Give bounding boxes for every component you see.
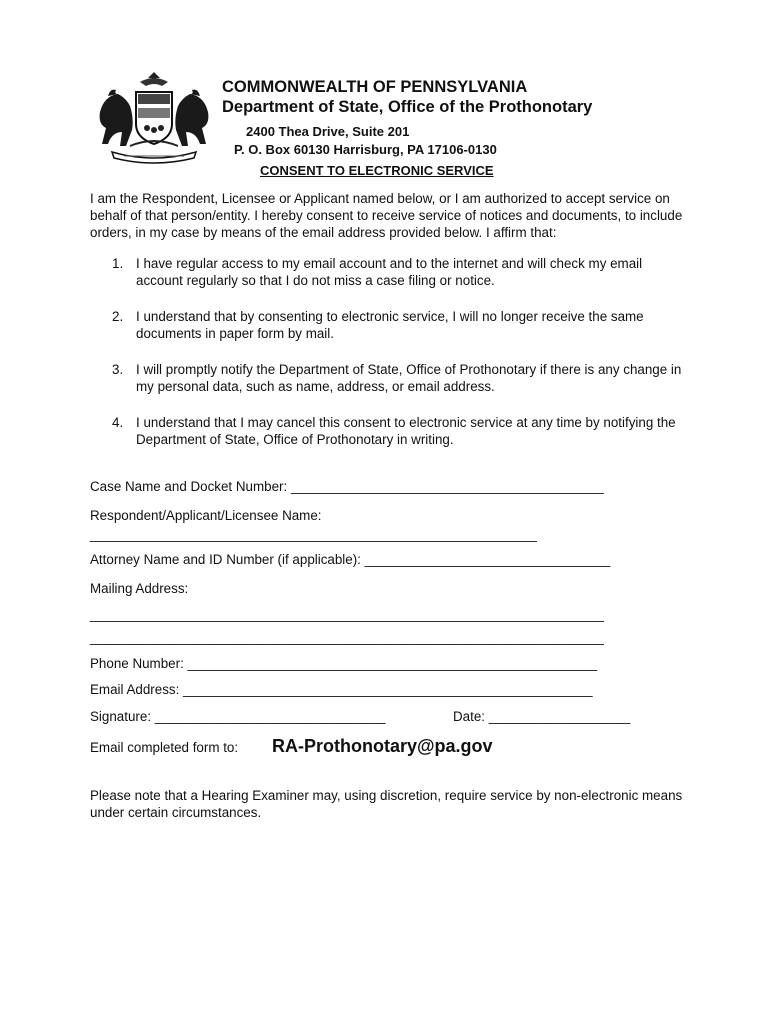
pennsylvania-coat-of-arms-icon xyxy=(90,72,218,164)
email-instruction-label: Email completed form to: xyxy=(90,740,239,755)
case-name-field[interactable]: Case Name and Docket Number: __________________________________________ xyxy=(90,479,604,494)
affirmation-list xyxy=(90,255,690,467)
phone-number-field[interactable]: Phone Number: _______________________________________________________ xyxy=(90,656,598,671)
signature-field[interactable]: Signature: _______________________________ xyxy=(90,709,386,724)
attorney-field[interactable]: Attorney Name and ID Number (if applicable): _________________________________ xyxy=(90,552,611,567)
list-item xyxy=(90,308,690,342)
list-item-text: I have regular access to my email account and to the internet and will check my email account regularly so that I do not miss a case filing or notice. xyxy=(136,256,643,288)
respondent-label: Respondent/Applicant/Licensee Name: xyxy=(90,508,322,523)
header-subtitle: Department of State, Office of the Prothonotary xyxy=(222,98,593,116)
email-instruction-address: RA-Prothonotary@pa.gov xyxy=(272,736,493,756)
note-paragraph: Please note that a Hearing Examiner may, using discretion, require service by non-electronic means under certain circumstances. xyxy=(90,788,683,820)
mailing-address-label: Mailing Address: xyxy=(90,581,189,596)
date-field[interactable]: Date: ___________________ xyxy=(453,709,631,724)
address-line-1: 2400 Thea Drive, Suite 201 xyxy=(246,124,410,139)
list-item-text: I understand that I may cancel this consent to electronic service at any time by notifying the Department of State, Office of Prothonotary in writing. xyxy=(136,415,676,447)
list-item-number: 2. xyxy=(112,309,124,324)
list-item xyxy=(90,255,690,289)
list-item-number: 4. xyxy=(112,415,124,430)
address-line-2: P. O. Box 60130 Harrisburg, PA 17106-0130 xyxy=(234,142,497,157)
list-item xyxy=(90,414,690,448)
list-item-text: I will promptly notify the Department of State, Office of Prothonotary if there is any change in my personal data, such as name, address, or email address. xyxy=(136,362,682,394)
list-item-number: 1. xyxy=(112,256,124,271)
document-title: CONSENT TO ELECTRONIC SERVICE xyxy=(260,163,494,178)
list-item-text: I understand that by consenting to electronic service, I will no longer receive the same documents in paper form by mail. xyxy=(136,309,644,341)
respondent-name-field[interactable]: ____________________________________________________________ xyxy=(90,527,537,542)
mailing-address-field-2[interactable]: _____________________________________________________________________ xyxy=(90,630,604,645)
list-item xyxy=(90,361,690,395)
list-item-number: 3. xyxy=(112,362,124,377)
intro-paragraph: I am the Respondent, Licensee or Applicant named below, or I am authorized to accept service on behalf of that person/entity. I hereby consent to receive service of notices and documents, to include orders, in my case by means of the email address provided below. I affirm that: xyxy=(90,191,683,240)
header-title: COMMONWEALTH OF PENNSYLVANIA xyxy=(222,78,528,96)
email-address-field[interactable]: Email Address: _______________________________________________________ xyxy=(90,682,593,697)
mailing-address-field-1[interactable]: _____________________________________________________________________ xyxy=(90,607,604,622)
